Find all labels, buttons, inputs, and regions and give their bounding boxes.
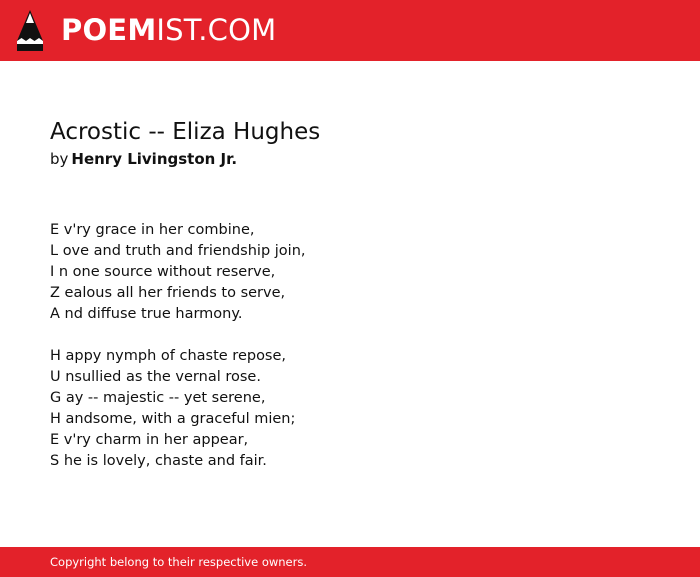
by-label: by bbox=[50, 150, 69, 168]
poem-line: Z ealous all her friends to serve, bbox=[50, 285, 286, 301]
poem-line: A nd diffuse true harmony. bbox=[50, 306, 243, 322]
poem-line: U nsullied as the vernal rose. bbox=[50, 369, 261, 385]
stanza-2 bbox=[50, 346, 306, 472]
poem-line: E v'ry grace in her combine, bbox=[50, 222, 255, 238]
site-footer bbox=[0, 547, 700, 577]
poem-body bbox=[50, 220, 306, 493]
copyright-text: Copyright belong to their respective owners. bbox=[50, 555, 308, 569]
byline bbox=[50, 150, 237, 169]
site-header bbox=[0, 0, 700, 61]
poem-line: G ay -- majestic -- yet serene, bbox=[50, 390, 266, 406]
poem-line: L ove and truth and friendship join, bbox=[50, 243, 306, 259]
author-name: Henry Livingston Jr. bbox=[71, 150, 238, 168]
poem-line: I n one source without reserve, bbox=[50, 264, 276, 280]
poem-line: H appy nymph of chaste repose, bbox=[50, 348, 287, 364]
brand-light-text: IST.COM bbox=[156, 13, 277, 47]
poem-line: E v'ry charm in her appear, bbox=[50, 432, 249, 448]
site-logo-link[interactable] bbox=[17, 10, 276, 51]
poem-title: Acrostic -- Eliza Hughes bbox=[50, 119, 321, 145]
poem-line: S he is lovely, chaste and fair. bbox=[50, 453, 267, 469]
stanza-1 bbox=[50, 220, 306, 325]
poem-line: H andsome, with a graceful mien; bbox=[50, 411, 296, 427]
brand-bold-text: POEM bbox=[61, 13, 157, 47]
site-logo-text bbox=[61, 10, 276, 51]
pencil-icon bbox=[17, 10, 43, 51]
